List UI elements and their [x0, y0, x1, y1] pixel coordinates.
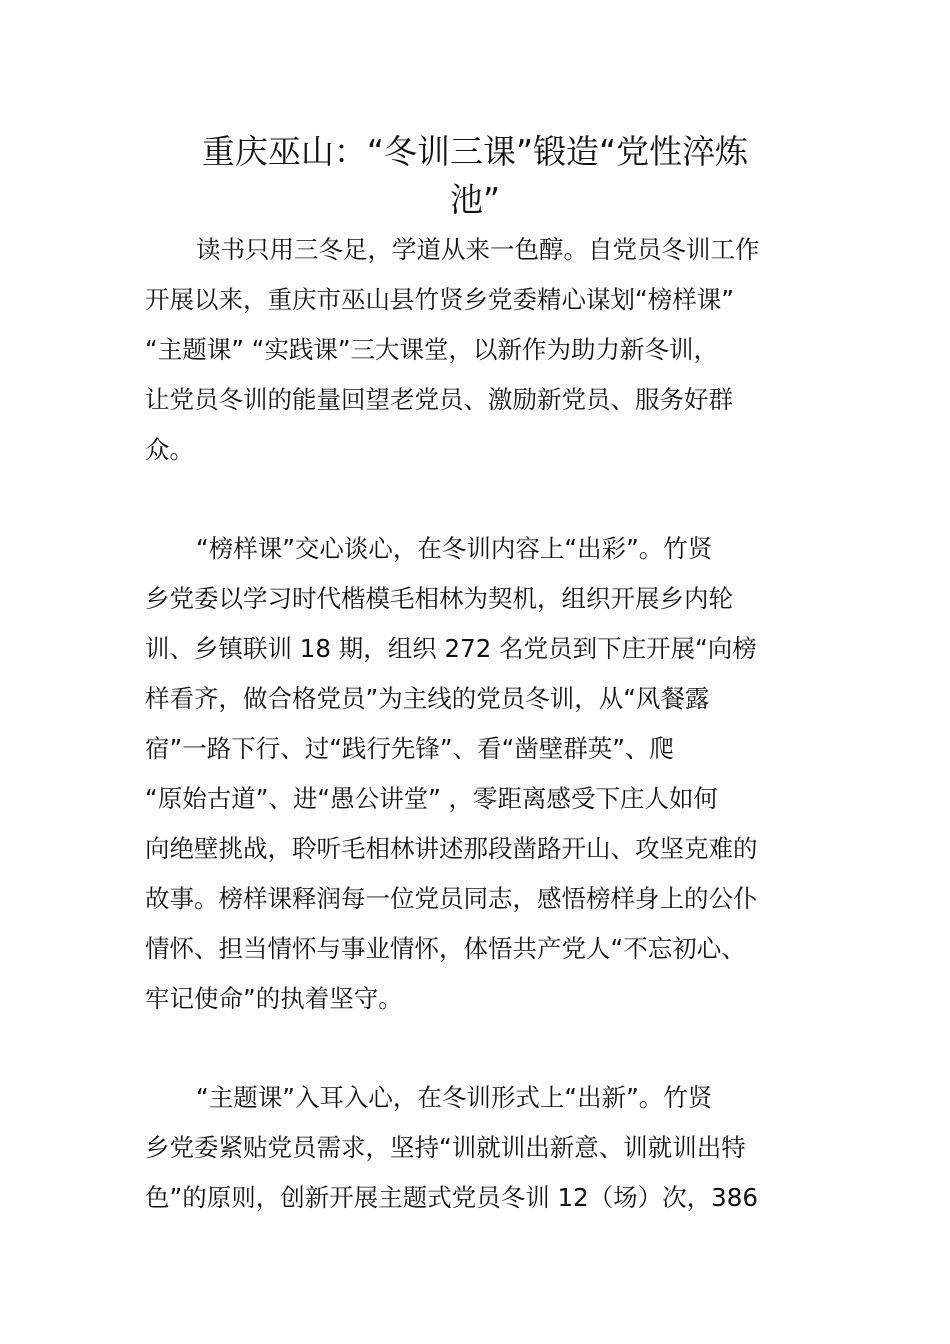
text-line: “榜样课”交心谈心，在冬训内容上“出彩”。竹贤 [196, 534, 713, 563]
text-line: “主题课” “实践课”三大课堂，以新作为助力新冬训， [145, 335, 719, 364]
text-line: 色”的原则，创新开展主题式党员冬训 12（场）次，386 [145, 1183, 758, 1212]
text-line: 乡党委紧贴党员需求，坚持“训就训出新意、训就训出特 [145, 1133, 746, 1162]
text-line: 开展以来，重庆市巫山县竹贤乡党委精心谋划“榜样课” [145, 285, 734, 314]
text-line: 乡党委以学习时代楷模毛相林为契机，组织开展乡内轮 [145, 584, 733, 613]
text-line: 向绝壁挑战，聆听毛相林讲述那段凿路开山、攻坚克难的 [145, 834, 758, 863]
text-line: “原始古道”、进“愚公讲堂” ，零距离感受下庄人如何 [145, 784, 719, 813]
text-line: 让党员冬训的能量回望老党员、激励新党员、服务好群 [145, 385, 733, 414]
document-title [145, 128, 805, 224]
text-line: “主题课”入耳入心，在冬训形式上“出新”。竹贤 [196, 1083, 713, 1112]
title-line-1: 重庆巫山：“冬训三课”锻造“党性淬炼 [201, 132, 749, 171]
text-line: 样看齐，做合格党员”为主线的党员冬训，从“风餐露 [145, 684, 710, 713]
text-line: 情怀、担当情怀与事业情怀，体悟共产党人“不忘初心、 [145, 934, 746, 963]
text-line: 众。 [145, 435, 194, 464]
text-line: 牢记使命”的执着坚守。 [145, 984, 403, 1013]
text-line: 宿”一路下行、过“践行先锋”、看“凿壁群英”、爬 [145, 734, 674, 763]
text-line: 故事。榜样课释润每一位党员同志，感悟榜样身上的公仆 [145, 884, 758, 913]
text-line: 训、乡镇联训 18 期，组织 272 名党员到下庄开展“向榜 [145, 634, 757, 663]
text-line: 读书只用三冬足，学道从来一色醇。自党员冬训工作 [196, 235, 760, 264]
title-line-2: 池” [449, 180, 501, 219]
